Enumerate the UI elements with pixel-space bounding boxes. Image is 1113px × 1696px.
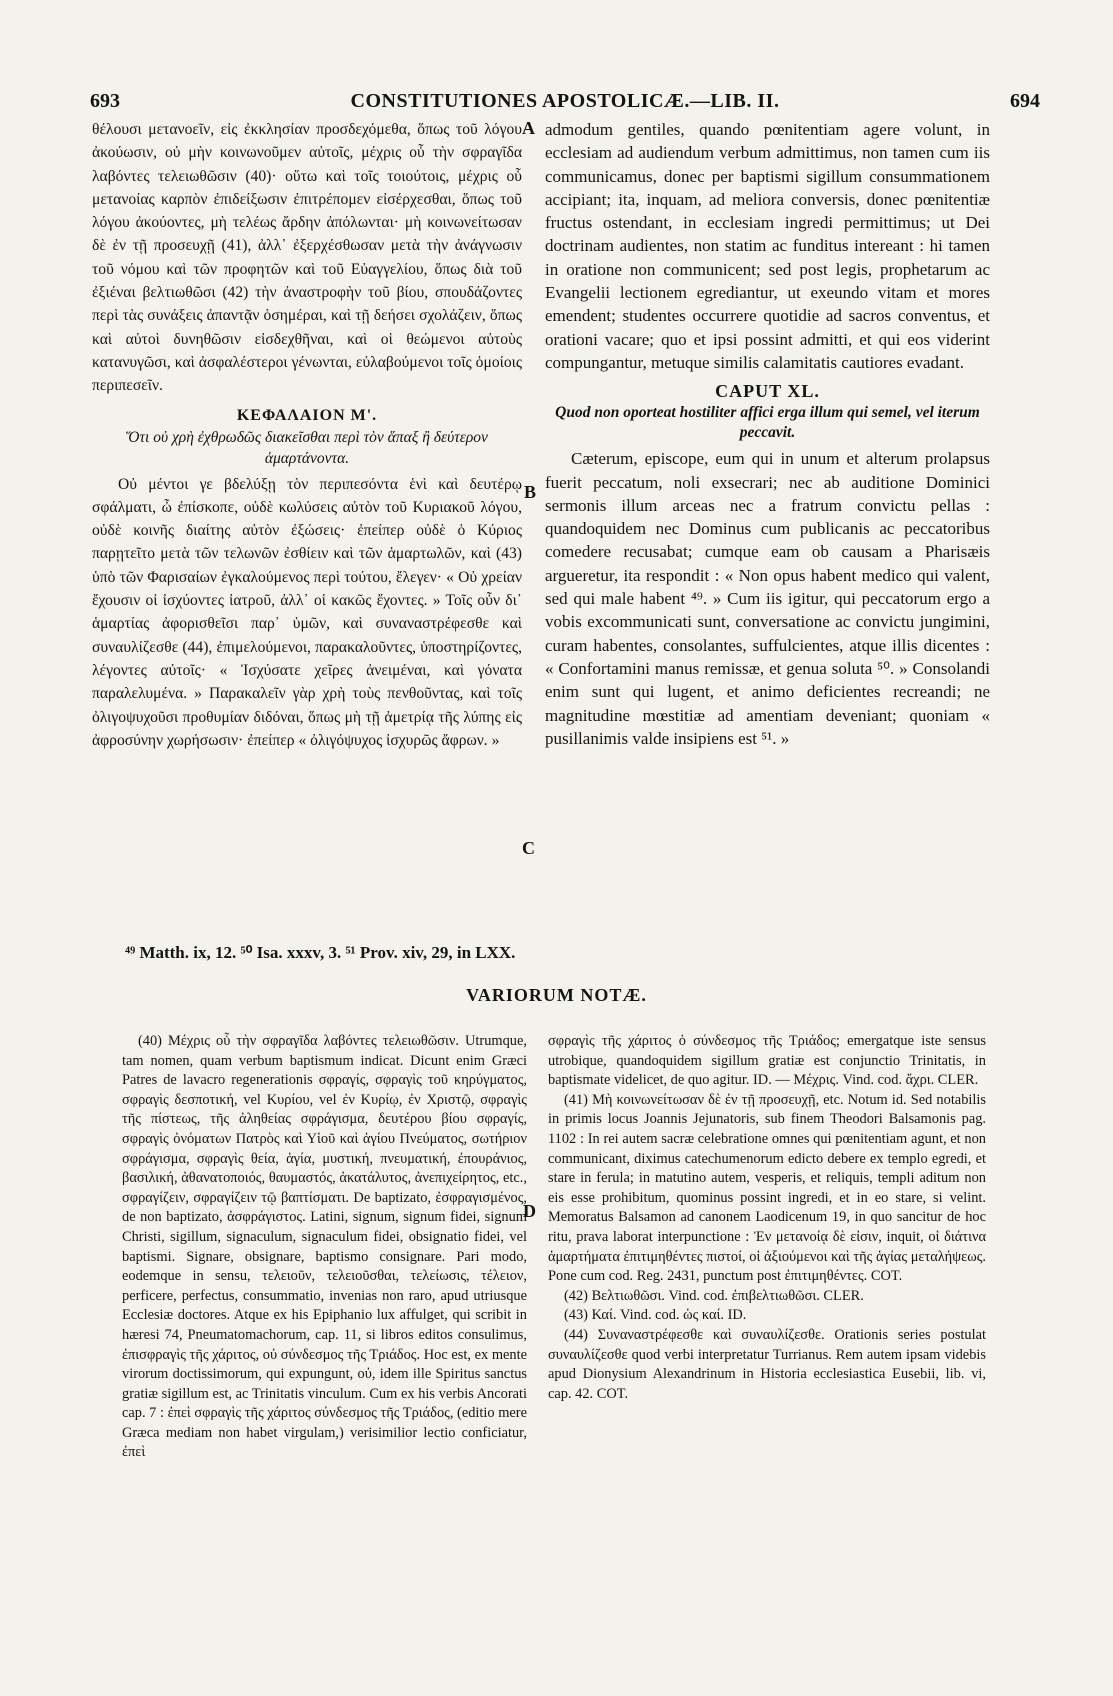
greek-chapter-subtitle: Ὅτι οὐ χρὴ ἐχθρωδῶς διακεῖσθαι περὶ τὸν ἅπαξ ἢ δεύτερον ἁμαρτάνοντα. xyxy=(126,428,488,467)
page-number-left: 693 xyxy=(90,90,120,112)
latin-paragraph-2: Cæterum, episcope, eum qui in unum et alterum prolapsus fuerit peccatum, noli exsecrari; nec ab auditione Dominici sermonis illum arceas nec a fratrum convictu pellas : quandoquidem nec Dominus cum publicanis ac peccatoribus comedere recusabat; cumque eam ob causam a Pharisæis argueretur, ita respondit : « Non opus habent medico qui valent, sed qui male habent ⁴⁹. » Cum iis igitur, qui peccatorum ergo a vobis excommunicati sunt, conversatione ac convictu jungimini, curam habentes, consolantes, suffulcientes, atque illis dicentes : « Confortamini manus remissæ, et genua soluta ⁵⁰. » Consolandi enim sunt qui lugent, et animo deficientes recreandi; ne magnitudine mœstitiæ ad amentiam deveniant; quoniam « pusillanimis valde insipiens est ⁵¹. » xyxy=(545,449,990,748)
running-title: CONSTITUTIONES APOSTOLICÆ.—LIB. II. xyxy=(350,90,780,112)
note-43: (43) Καί. Vind. cod. ὡς καί. ID. xyxy=(564,1307,747,1324)
latin-paragraph-1: admodum gentiles, quando pœnitentiam agere volunt, in ecclesiam ad audiendum verbum admittimus, non tamen cum iis communicamus, donec per baptismi sigillum consummationem accipiant; ita, inquam, ad meliora conversis, donec pœnitentiæ fructus ostendant, in ecclesiam ingredi permittimus; ut Dei doctrinam audientes, non statim ac funditus intereant : hi tamen in oratione non communicent; sed post legis, prophetarum ac Evangelii lectionem egrediantur, ut exeundo vitam et mores emendent; studentes occurrere quotidie ad sacros conventus, et orationi vacare; quo et ipsi possint admitti, et qui eos viderint compungantur, metuque similis calamitatis cautiores evadant. xyxy=(545,120,990,372)
note-44: (44) Συναναστρέφεσθε καὶ συναυλίζεσθε. Orationis series postulat συναυλίζεσθε quod verbi interpretatur Turrianus. Rem autem ipsam videbis apud Dionysium Alexandrinum in Historia ecclesiastica Eusebii, lib. vi, cap. 42. COT. xyxy=(548,1326,986,1402)
greek-paragraph-1: θέλουσι μετανοεῖν, εἰς ἐκκλησίαν προσδεχόμεθα, ὅπως τοῦ λόγου ἀκούωσιν, οὐ μὴν κοινωνοῦμεν αὐτοῖς, μέχρις οὗ τὴν σφραγῖδα λαβόντες τελειωθῶσιν (40)· οὕτω καὶ τοῖς τοιούτοις, μέχρις οὗ μετανοίας καρπὸν ἐπιδείξωσιν ἐπιτρέπομεν εἰσέρχεσθαι, ὅπως τοῦ λόγου ἀκούοντες, μὴ τελέως ἄρδην ἀπόλωνται· μὴ κοινωνείτωσαν δὲ ἐν τῇ προσευχῇ (41), ἀλλ᾽ ἐξερχέσθωσαν μετὰ τὴν ἀνάγνωσιν τοῦ νόμου καὶ τῶν προφητῶν καὶ τοῦ Εὐαγγελίου, ὅπως διὰ τοῦ ἐξιέναι βελτιωθῶσι (42) τὴν ἀναστροφὴν τοῦ βίου, σπουδάζοντες περὶ τὰς συνάξεις ἀπαντᾷν ὁσημέραι, καὶ τῇ δεήσει σχολάζειν, ὅπως καὶ αὐτοὶ δυνηθῶσιν εἰσδεχθῆναι, καὶ οἱ θεώμενοι αὐτοὺς κατανυγῶσι, καὶ ἀσφαλέστεροι γένωνται, εὐλαβούμενοι τοῖς ὁμοίοις περιπεσεῖν. xyxy=(92,121,522,395)
greek-paragraph-2: Οὐ μέντοι γε βδελύξῃ τὸν περιπεσόντα ἑνὶ καὶ δευτέρῳ σφάλματι, ὦ ἐπίσκοπε, οὐδὲ κωλύσεις αὐτὸν τοῦ Κυριακοῦ λόγου, οὐδὲ κοινῆς διαίτης αὐτὸν ἐξώσεις· ἐπείπερ οὐδὲ ὁ Κύριος παρῃτεῖτο μετὰ τῶν τελωνῶν ἐσθίειν καὶ τῶν ἁμαρτωλῶν, καὶ (43) ὑπὸ τῶν Φαρισαίων ἐγκαλούμενος περὶ τούτου, ἔλεγεν· « Οὐ χρείαν ἔχουσιν οἱ ἰσχύοντες ἰατροῦ, ἀλλ᾽ οἱ κακῶς ἔχοντες. » Τοῖς οὖν δι᾽ ἁμαρτίας ἀφορισθεῖσι παρ᾽ ὑμῶν, καὶ συναναστρέφεσθε καὶ συναυλίζεσθε (44), ἐπιμελούμενοι, παρακαλοῦντες, ὑποστηρίζοντες, λέγοντες αὐτοῖς· « Ἰσχύσατε χεῖρες ἀνειμέναι, καὶ γόνατα παραλελυμένα. » Παρακαλεῖν γὰρ χρὴ τοὺς πενθοῦντας, καὶ τοῖς ὀλιγοψυχοῦσι προθυμίαν διδόναι, ὅπως μὴ τῇ ἀμετρίᾳ τῆς λύπης εἰς ἀφροσύνην χωρήσωσιν· ἐπείπερ « ὀλιγόψυχος ἰσχυρῶς ἄφρων. » xyxy=(92,475,522,749)
note-40: (40) Μέχρις οὗ τὴν σφραγῖδα λαβόντες τελειωθῶσιν. Utrumque, tam nomen, quam verbum baptismum indicat. Dicunt enim Græci Patres de lavacro regenerationis σφραγίς, σφραγὶς τοῦ κηρύγματος, σφραγὶς δεσποτική, vel Κυρίου, vel ἐν Κυρίῳ, ἐν Χριστῷ, σφραγὶς τῆς πίστεως, τῆς ἀληθείας σφράγισμα, δευτέρου βίου σφραγίς, σφραγὶς ὀνόματων Πατρὸς καὶ Υἱοῦ καὶ ἁγίου Πνεύματος, σωτήριον σφράγισμα, σφραγὶς θεία, ἁγία, μυστική, πνευματική, ἐπουράνιος, βασιλική, ἀθανατοποιός, θαυμαστός, ἀκατάλυτος, ἀνεπιχείρητος, etc., σφραγίζειν, σφραγίζειν τῷ βαπτίσματι. De baptizato, ἐσφραγισμένος, de non baptizato, ἀσφράγιστος. Latini, signum, signum fidei, signum Christi, sigillum, signaculum, signaculum fidei, obsignatio fidei, vel baptismi. Signare, obsignare, baptismo consignare. Pari modo, eodemque in sensu, τελειοῦν, τελειοῦσθαι, τελείωσις, τέλειον, perficere, perfectus, consummatio, invenias non raro, apud utriusque Ecclesiæ doctores. Atque ex his Epiphanio lux affulget, qui scribit in hæresi 74, Pneumatomachorum, cap. 11, si libros editos consulimus, ἐπισφραγὶς τῆς χάριτος, οὐ σύνδεσμος τῆς Τριάδος. Hoc est, ex mente virorum doctissimorum, qui expungunt, οὐ, idem ille Spiritus sanctus gratiæ sigillum est, ac Trinitatis vinculum. Cum ex his verbis Ancorati cap. 7 : ἐπεὶ σφραγὶς τῆς χάριτος σύνδεσμος τῆς Τριάδος, (editio mere Græca mediam non habet virgulam,) verisimilior lectio conficiatur, ἐπεὶ xyxy=(122,1033,527,1461)
latin-chapter-subtitle: Quod non oporteat hostiliter affici erga illum qui semel, vel iterum peccavit. xyxy=(555,404,980,442)
margin-letter-c: C xyxy=(522,838,535,858)
margin-letter-a: A xyxy=(522,118,535,138)
footnotes: ⁴⁹ Matth. ix, 12. ⁵⁰ Isa. xxxv, 3. ⁵¹ Prov. xiv, 29, in LXX. xyxy=(125,943,516,962)
greek-chapter-heading: ΚΕΦΑΛΑΙΟΝ Μ'. xyxy=(236,406,378,424)
notes-column-right xyxy=(548,1032,986,1404)
page-number-right: 694 xyxy=(1010,90,1040,112)
margin-letter-b: B xyxy=(524,482,537,502)
latin-chapter-heading: CAPUT XL. xyxy=(715,381,820,402)
running-header xyxy=(90,90,1040,118)
latin-column xyxy=(545,118,990,750)
note-42: (42) Βελτιωθῶσι. Vind. cod. ἐπιβελτιωθῶσι. CLER. xyxy=(564,1287,864,1304)
notes-column-left xyxy=(122,1032,527,1463)
note-40-continued: σφραγὶς τῆς χάριτος ὁ σύνδεσμος τῆς Τριάδος; emergatque iste sensus utrobique, quandoquidem sigillum gratiæ est conjunctio Trinitatis, in baptismate videlicet, de quo agitur. ID. — Μέχρις. Vind. cod. ἄχρι. CLER. xyxy=(548,1033,986,1089)
margin-letter-d: D xyxy=(523,1201,536,1221)
variorum-notes-title: VARIORUM NOTÆ. xyxy=(466,985,647,1005)
greek-column xyxy=(92,118,522,752)
note-41: (41) Μὴ κοινωνείτωσαν δὲ ἐν τῇ προσευχῇ, etc. Notum id. Sed notabilis in primis locus Joannis Jejunatoris, sub finem Theodori Balsamonis pag. 1102 : In rei autem sacræ celebratione omnes qui pœnitentiam agunt, et non communicant, diximus catechumenorum edicto debere ex templo egredi, et stare in ferula; in matutino autem, vesperis, et reliquis, templi aditum non eis esse prohibitum, quominus possint ingredi, et in eo stare, si velint. Memoratus Balsamon ad canonem Laodicenum 19, in quo sancitur de hoc ritu, prava laborat interpunctione : Ἐν μετανοίᾳ δὲ εἰσιν, inquit, οἱ διάτινα ἁμαρτήματα ἐπιτιμηθέντες πιστοί, οἱ ἀξιούμενοι καὶ τῆς ἁγίας μεταλήψεως. Pone cum cod. Reg. 2431, punctum post ἐπιτιμηθέντες. COT. xyxy=(548,1091,986,1285)
